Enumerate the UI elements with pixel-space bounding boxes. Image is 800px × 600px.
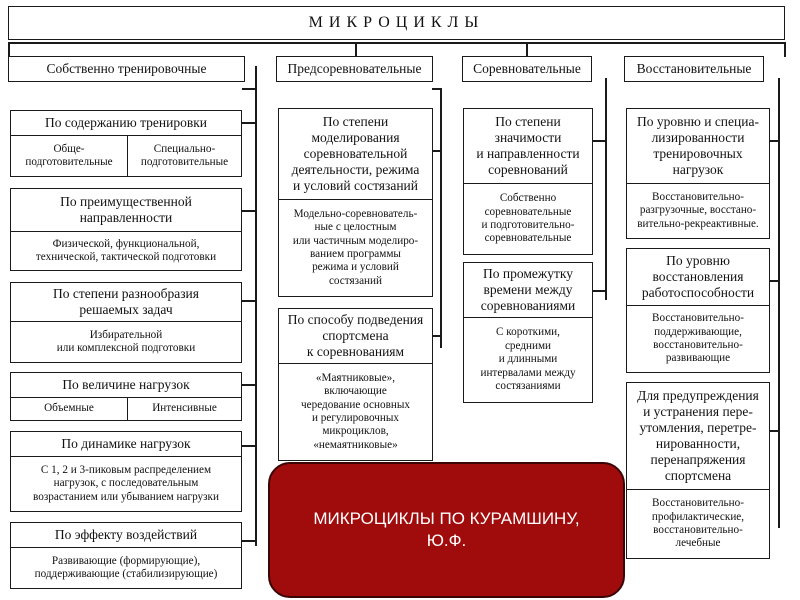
box-text: По уровню и специа- лизированности тренировочных нагрузок xyxy=(637,114,759,177)
connector-horizontal xyxy=(432,335,441,337)
direction-head xyxy=(10,188,242,232)
box-text: По промежутку времени между соревнованиями xyxy=(480,266,576,313)
effect-body xyxy=(10,547,242,589)
category-label: Собственно тренировочные xyxy=(46,61,207,77)
variety-body xyxy=(10,321,242,363)
variety-head xyxy=(10,282,242,322)
box-text: По степени разнообразия решаемых задач xyxy=(53,286,199,317)
content-head xyxy=(10,110,242,136)
category-label: Соревновательные xyxy=(473,61,581,77)
col2-trunk xyxy=(440,88,442,348)
load-head xyxy=(10,372,242,398)
recovery-head xyxy=(626,248,770,306)
connector-horizontal xyxy=(242,210,256,212)
box-text: По степени моделирования соревновательной деятельности, режима и условий состязаний xyxy=(291,114,420,193)
connector-horizontal xyxy=(242,445,256,447)
box-text: Собственно соревновательные и подготовительно- соревновательные xyxy=(481,192,575,245)
box-text: По динамике нагрузок xyxy=(61,436,191,452)
connector-vertical xyxy=(8,42,10,57)
significance-body xyxy=(463,183,593,255)
box-text: По преимущественной направленности xyxy=(60,194,192,225)
box-text: По способу подведения спортсмена к соревнованиям xyxy=(287,312,424,359)
load-option-intensity xyxy=(127,397,242,421)
prevention-head xyxy=(626,382,770,490)
prevention-body xyxy=(626,489,770,559)
category-label: Предсоревновательные xyxy=(287,61,422,77)
level-body xyxy=(626,183,770,239)
box-text: По степени значимости и направленности соревнований xyxy=(476,114,580,177)
category-training xyxy=(8,56,245,82)
col1-trunk xyxy=(255,66,257,546)
connector-horizontal xyxy=(592,140,606,142)
category-label: Восстановительные xyxy=(636,61,752,77)
lead-head xyxy=(278,308,433,364)
connector-horizontal xyxy=(242,122,256,124)
direction-body xyxy=(10,231,242,271)
connector-horizontal xyxy=(592,290,606,292)
banner-text: МИКРОЦИКЛЫ ПО КУРАМШИНУ, Ю.Ф. xyxy=(313,508,580,550)
box-text: Избирательной или комплексной подготовки xyxy=(56,328,196,354)
box-text: Для предупреждения и устранения пере- утомления, перетре- нированности, перенапряжения спортсмена xyxy=(637,388,759,483)
connector-horizontal xyxy=(432,88,441,90)
category-recovery xyxy=(624,56,764,82)
box-text: С короткими, средними и длинными интервалами между состязаниями xyxy=(480,326,576,393)
connector-horizontal xyxy=(242,540,256,542)
col4-trunk xyxy=(778,78,780,528)
box-text: Модельно-соревнователь- ные с целостным или частичным моделиро- ванием программы режима и условий состязаний xyxy=(292,207,419,287)
connector-horizontal xyxy=(770,280,779,282)
connector-horizontal xyxy=(242,88,256,90)
box-text: Объемные xyxy=(44,402,94,415)
lead-body xyxy=(278,363,433,461)
interval-head xyxy=(463,262,593,318)
level-head xyxy=(626,108,770,184)
dynamics-head xyxy=(10,431,242,457)
category-competitive xyxy=(462,56,592,82)
connector-horizontal xyxy=(242,300,256,302)
box-text: Обще- подготовительные xyxy=(25,142,113,168)
box-text: По величине нагрузок xyxy=(62,377,190,393)
effect-head xyxy=(10,522,242,548)
box-text: По содержанию тренировки xyxy=(45,115,207,131)
content-option-special xyxy=(127,135,242,177)
connector-horizontal xyxy=(8,42,785,44)
box-text: Интенсивные xyxy=(152,402,217,415)
content-option-general xyxy=(10,135,128,177)
box-text: По уровню восстановления работоспособности xyxy=(641,253,755,300)
connector-horizontal xyxy=(770,140,779,142)
category-precompetitive xyxy=(276,56,433,82)
col3-trunk xyxy=(605,78,607,300)
box-text: Восстановительно- поддерживающие, восстановительно- развивающие xyxy=(652,312,744,365)
dynamics-body xyxy=(10,456,242,512)
connector-vertical xyxy=(355,42,357,57)
box-text: Специально- подготовительные xyxy=(140,142,229,168)
title-text: МИКРОЦИКЛЫ xyxy=(308,13,485,31)
interval-body xyxy=(463,317,593,403)
recovery-body xyxy=(626,305,770,373)
diagram-title xyxy=(8,6,785,40)
box-text: Физической, функциональной, технической, тактической подготовки xyxy=(35,237,217,263)
connector-horizontal xyxy=(770,430,779,432)
connector-horizontal xyxy=(242,384,256,386)
title-banner xyxy=(268,462,625,598)
load-option-volume xyxy=(10,397,128,421)
box-text: Развивающие (формирующие), поддерживающие (стабилизирующие) xyxy=(34,554,218,580)
connector-horizontal xyxy=(432,150,441,152)
modeling-body xyxy=(278,199,433,297)
box-text: С 1, 2 и 3-пиковым распределением нагрузок, с последовательным возрастанием или убыванием нагрузки xyxy=(33,463,219,503)
box-text: По эффекту воздействий xyxy=(54,527,198,543)
box-text: Восстановительно- профилактические, восстановительно- лечебные xyxy=(651,497,745,550)
modeling-head xyxy=(278,108,433,200)
box-text: «Маятниковые», включающие чередование основных и регулировочных микроциклов, «немаятниковые» xyxy=(301,371,410,451)
connector-vertical xyxy=(784,42,786,57)
significance-head xyxy=(463,108,593,184)
box-text: Восстановительно- разгрузочные, восстано- вительно-рекреактивные. xyxy=(637,190,759,230)
connector-vertical xyxy=(526,42,528,57)
